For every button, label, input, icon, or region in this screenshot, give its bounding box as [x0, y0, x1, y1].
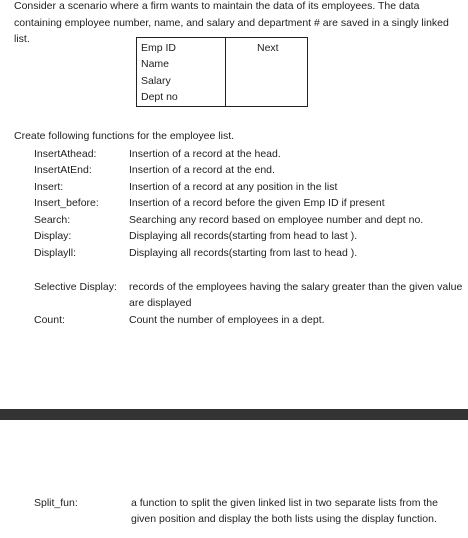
- function-name: Search:: [34, 214, 71, 226]
- function-name: Display:: [34, 230, 72, 242]
- function-desc: a function to split the given linked list in two separate lists from the given position and display the both lists using the display function.: [131, 497, 438, 525]
- function-desc: Searching any record based on employee number and dept no.: [129, 214, 424, 226]
- function-name: InsertAtEnd:: [34, 164, 92, 176]
- function-name: Insert_before:: [34, 197, 99, 209]
- function-name: Selective Display:: [34, 281, 117, 293]
- function-desc: Count the number of employees in a dept.: [129, 314, 325, 326]
- function-desc: Insertion of a record before the given Emp ID if present: [129, 197, 385, 209]
- node-next-label: Next: [257, 42, 279, 54]
- page-separator-bar: [0, 409, 468, 420]
- node-field-salary: Salary: [141, 75, 171, 87]
- function-desc: Insertion of a record at any position in the list: [129, 181, 338, 193]
- function-name: Displayll:: [34, 247, 77, 259]
- function-name: Count:: [34, 314, 65, 326]
- node-field-emp-id: Emp ID: [141, 42, 177, 54]
- node-structure-table: [136, 37, 308, 107]
- intro-paragraph: Consider a scenario where a firm wants to maintain the data of its employees. The data containing employee number, name, and salary and department # are saved in a singly linked list.: [14, 0, 449, 45]
- function-desc: Displaying all records(starting from head to last ).: [129, 230, 358, 242]
- function-name: InsertAthead:: [34, 148, 97, 160]
- function-desc: records of the employees having the salary greater than the given value are displayed: [129, 281, 463, 309]
- function-name: Insert:: [34, 181, 64, 193]
- function-desc: Insertion of a record at the head.: [129, 148, 281, 160]
- node-field-name: Name: [141, 58, 170, 70]
- function-name: Split_fun:: [34, 497, 78, 509]
- function-desc: Insertion of a record at the end.: [129, 164, 275, 176]
- functions-heading: Create following functions for the employee list.: [14, 130, 235, 142]
- function-desc: Displaying all records(starting from last to head ).: [129, 247, 358, 259]
- node-field-dept-no: Dept no: [141, 91, 178, 103]
- node-divider: [225, 38, 226, 106]
